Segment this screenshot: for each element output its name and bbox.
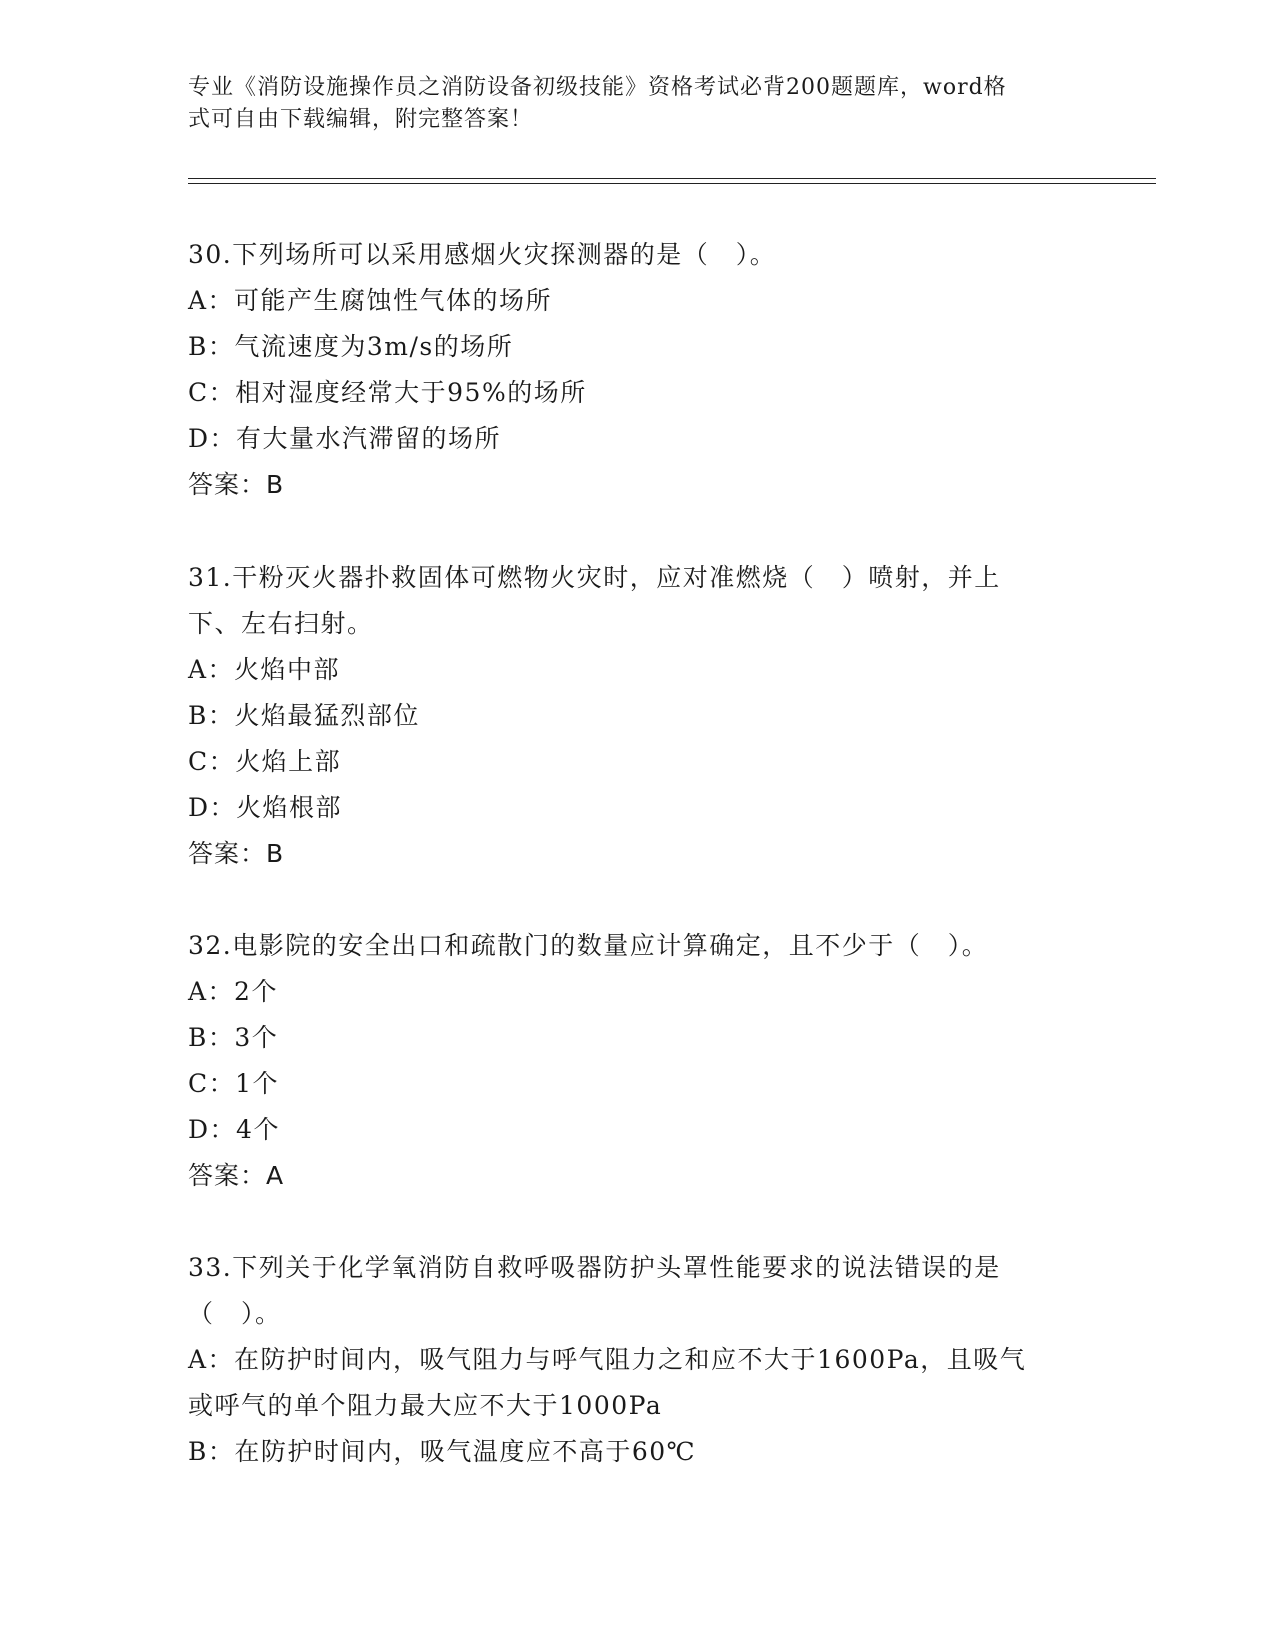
option-a: A：可能产生腐蚀性气体的场所 [188,286,553,315]
header-text [188,72,1068,136]
answer: 答案：B [188,470,285,499]
option-b: B：3个 [188,1023,279,1052]
question-stem: 33.下列关于化学氧消防自救呼吸器防护头罩性能要求的说法错误的是 [188,1253,1001,1282]
header-line-2: 式可自由下载编辑，附完整答案！ [188,107,534,132]
question-stem-continued: 下、左右扫射。 [188,609,374,638]
option-d: D：有大量水汽滞留的场所 [188,424,502,453]
option-b: B：在防护时间内，吸气温度应不高于60℃ [188,1437,697,1466]
question-31 [188,555,1088,877]
question-stem: 30.下列场所可以采用感烟火灾探测器的是（ ）。 [188,240,777,269]
question-stem: 31.干粉灭火器扑救固体可燃物火灾时，应对准燃烧（ ）喷射，并上 [188,563,1001,592]
header-divider-top [188,178,1156,179]
option-d: D：火焰根部 [188,793,343,822]
answer: 答案：A [188,1161,285,1190]
option-a: A：2个 [188,977,278,1006]
option-c: C：火焰上部 [188,747,342,776]
question-33 [188,1245,1088,1475]
header-divider-bottom [188,183,1156,184]
answer: 答案：B [188,839,285,868]
option-c: C：相对湿度经常大于95%的场所 [188,378,587,407]
question-32 [188,923,1088,1199]
question-stem: 32.电影院的安全出口和疏散门的数量应计算确定，且不少于（ ）。 [188,931,989,960]
header-line-1: 专业《消防设施操作员之消防设备初级技能》资格考试必背200题题库，word格 [188,75,1007,100]
option-b: B：火焰最猛烈部位 [188,701,420,730]
option-a-continued: 或呼气的单个阻力最大应不大于1000Pa [188,1391,663,1420]
option-b: B：气流速度为3m/s的场所 [188,332,514,361]
option-a: A：在防护时间内，吸气阻力与呼气阻力之和应不大于1600Pa，且吸气 [188,1345,1027,1374]
option-a: A：火焰中部 [188,655,341,684]
option-d: D：4个 [188,1115,280,1144]
question-30 [188,232,1088,508]
option-c: C：1个 [188,1069,280,1098]
question-stem-continued: （ ）。 [188,1299,282,1328]
